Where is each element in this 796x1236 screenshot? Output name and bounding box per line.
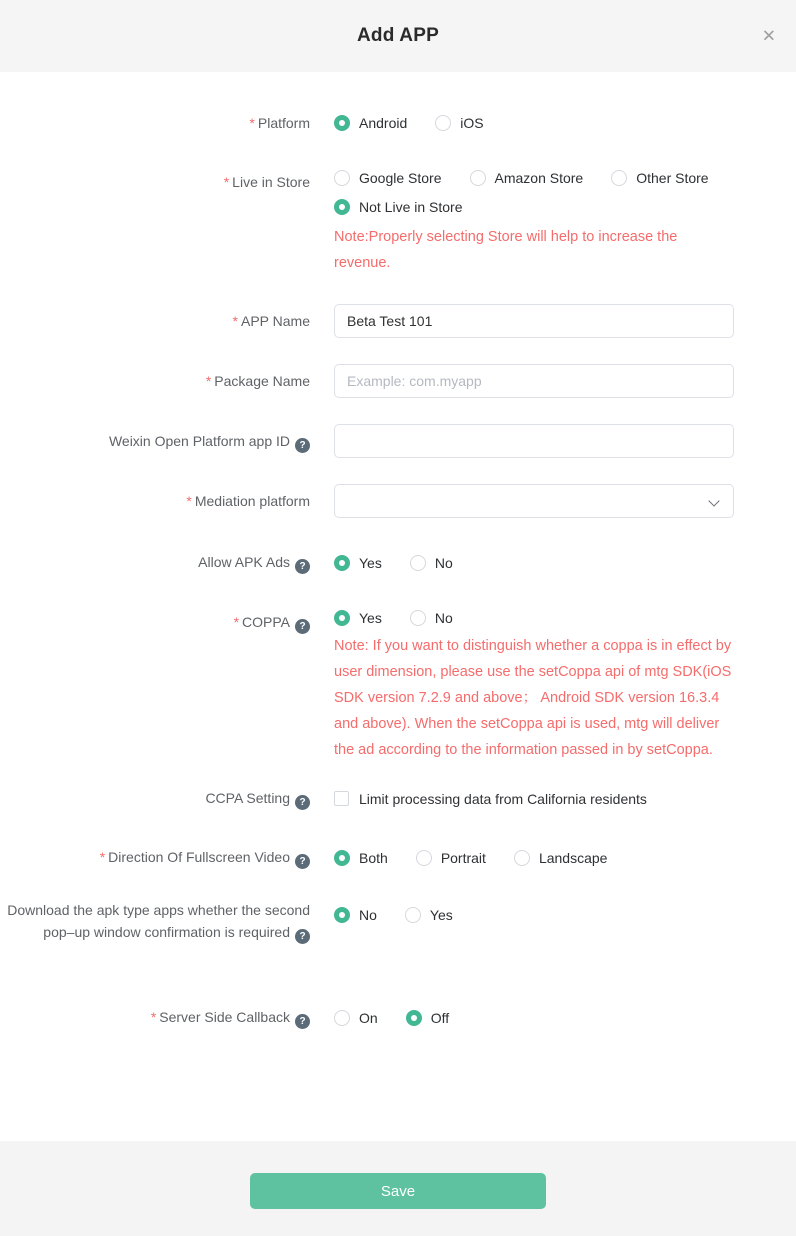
coppa-note: Note: If you want to distinguish whether a coppa is in effect by user dimension, please use the setCoppa api of mtg SDK(iOS SDK version 7.2.9 and above； Android SDK version 16.3.4 and above). When the setCoppa api is used, mtg will deliver the ad according to the information passed in by setCoppa. — [334, 638, 732, 758]
package-name-input[interactable] — [334, 364, 734, 398]
coppa-options — [334, 610, 734, 626]
mediation-platform-label-text: Mediation platform — [194, 493, 310, 509]
coppa-label-text: COPPA — [242, 614, 290, 630]
ccpa-checkbox[interactable] — [334, 791, 349, 806]
store-options-line1 — [334, 170, 734, 186]
radio-label: On — [359, 1009, 378, 1026]
dialog-footer — [0, 1141, 796, 1236]
other-store-option[interactable] — [611, 170, 708, 186]
weixin-app-id-label — [0, 430, 310, 453]
weixin-app-id-input[interactable] — [334, 424, 734, 458]
radio-label: Not Live in Store — [359, 199, 463, 215]
server-callback-label-text: Server Side Callback — [159, 1009, 290, 1025]
not-live-in-store-option[interactable] — [334, 199, 463, 215]
coppa-no-option[interactable] — [410, 610, 453, 626]
mediation-platform-control — [334, 484, 734, 518]
radio-checked-icon[interactable] — [406, 1010, 422, 1026]
required-asterisk: * — [249, 115, 255, 131]
server-callback-off-option[interactable] — [406, 1010, 449, 1026]
apk-confirm-row — [0, 898, 796, 944]
direction-both-option[interactable] — [334, 850, 388, 866]
radio-unchecked-icon[interactable] — [410, 555, 426, 571]
direction-portrait-option[interactable] — [416, 850, 486, 866]
server-callback-options — [334, 1010, 734, 1026]
help-icon[interactable]: ? — [295, 929, 310, 944]
package-name-label-text: Package Name — [214, 373, 310, 389]
radio-unchecked-icon[interactable] — [435, 115, 451, 131]
required-asterisk: * — [186, 493, 192, 509]
allow-apk-ads-no-option[interactable] — [410, 555, 453, 571]
live-in-store-row — [0, 170, 796, 276]
radio-checked-icon[interactable] — [334, 907, 350, 923]
dialog-title: Add APP — [357, 25, 439, 46]
live-in-store-label-text: Live in Store — [232, 174, 310, 190]
radio-label: Yes — [429, 907, 453, 923]
chevron-down-icon — [710, 497, 719, 506]
allow-apk-ads-label — [0, 551, 310, 574]
save-button[interactable]: Save — [250, 1173, 546, 1209]
help-icon[interactable]: ? — [295, 795, 310, 810]
radio-unchecked-icon[interactable] — [514, 850, 530, 866]
weixin-app-id-label-text: Weixin Open Platform app ID — [108, 432, 290, 449]
google-store-option[interactable] — [334, 170, 442, 186]
platform-row — [0, 112, 796, 134]
direction-landscape-option[interactable] — [514, 850, 608, 866]
live-in-store-label — [0, 170, 310, 193]
radio-label: iOS — [460, 115, 484, 131]
app-name-control — [334, 304, 734, 338]
radio-label: No — [359, 907, 377, 923]
radio-label: Android — [359, 115, 408, 131]
radio-checked-icon[interactable] — [334, 555, 350, 571]
coppa-control — [334, 610, 734, 763]
apk-confirm-no-option[interactable] — [334, 907, 377, 923]
server-callback-label — [0, 1006, 310, 1029]
weixin-app-id-control — [334, 424, 734, 458]
direction-options — [334, 850, 734, 866]
radio-label: Off — [430, 1009, 450, 1026]
ccpa-setting-label — [0, 787, 310, 810]
server-callback-row — [0, 1006, 796, 1029]
app-name-label — [0, 310, 310, 332]
dialog-body — [0, 72, 796, 1141]
platform-label-text: Platform — [257, 115, 310, 131]
required-asterisk: * — [233, 614, 240, 630]
radio-unchecked-icon[interactable] — [410, 610, 426, 626]
allow-apk-ads-label-text: Allow APK Ads — [198, 554, 290, 570]
coppa-row — [0, 610, 796, 763]
dialog-header — [0, 0, 796, 72]
allow-apk-ads-options — [334, 555, 734, 571]
help-icon[interactable]: ? — [295, 619, 310, 634]
allow-apk-ads-yes-option[interactable] — [334, 555, 382, 571]
radio-checked-icon[interactable] — [334, 115, 350, 131]
store-note: Note:Properly selecting Store will help to increase the revenue. — [334, 229, 678, 271]
required-asterisk: * — [150, 1009, 157, 1025]
app-name-label-text: APP Name — [241, 313, 310, 329]
coppa-yes-option[interactable] — [334, 610, 382, 626]
app-name-input[interactable] — [334, 304, 734, 338]
radio-unchecked-icon[interactable] — [334, 1010, 350, 1026]
radio-label: Other Store — [636, 170, 709, 186]
apk-confirm-options — [334, 898, 734, 923]
platform-options — [334, 115, 734, 131]
apk-confirm-label-text: Download the apk type apps whether the second pop–up window confirmation is required — [7, 902, 310, 940]
required-asterisk: * — [232, 313, 238, 329]
direction-label-text: Direction Of Fullscreen Video — [108, 849, 290, 865]
weixin-app-id-row — [0, 424, 796, 458]
direction-row — [0, 846, 796, 869]
radio-label: Yes — [359, 554, 382, 571]
mediation-platform-select[interactable] — [334, 484, 734, 518]
help-icon[interactable]: ? — [295, 1014, 310, 1029]
ccpa-checkbox-label: Limit processing data from California residents — [359, 790, 647, 807]
help-icon[interactable]: ? — [295, 854, 310, 869]
help-icon[interactable]: ? — [295, 438, 310, 453]
radio-label: No — [434, 554, 453, 571]
mediation-platform-row — [0, 484, 796, 518]
platform-ios-option[interactable] — [435, 115, 483, 131]
package-name-control — [334, 364, 734, 398]
apk-confirm-yes-option[interactable] — [405, 907, 453, 923]
coppa-label — [0, 610, 310, 634]
live-in-store-options — [334, 170, 734, 276]
radio-unchecked-icon[interactable] — [611, 170, 627, 186]
direction-label — [0, 846, 310, 869]
radio-unchecked-icon[interactable] — [416, 850, 432, 866]
radio-checked-icon[interactable] — [334, 610, 350, 626]
platform-android-option[interactable] — [334, 115, 407, 131]
app-name-row — [0, 304, 796, 338]
radio-label: Amazon Store — [494, 170, 584, 186]
amazon-store-option[interactable] — [470, 170, 584, 186]
platform-label — [0, 112, 310, 134]
package-name-row — [0, 364, 796, 398]
radio-label: No — [434, 610, 453, 626]
ccpa-setting-control — [334, 791, 734, 807]
radio-label: Yes — [359, 610, 382, 626]
ccpa-setting-row — [0, 787, 796, 810]
allow-apk-ads-row — [0, 551, 796, 574]
store-options-line2 — [334, 199, 734, 215]
radio-label: Both — [359, 849, 388, 866]
package-name-label — [0, 370, 310, 392]
radio-unchecked-icon[interactable] — [334, 170, 350, 186]
apk-confirm-label — [0, 898, 310, 944]
required-asterisk: * — [205, 373, 212, 389]
help-icon[interactable]: ? — [295, 559, 310, 574]
radio-label: Portrait — [440, 849, 486, 866]
radio-checked-icon[interactable] — [334, 850, 350, 866]
required-asterisk: * — [99, 849, 106, 865]
radio-label: Google Store — [359, 170, 442, 186]
required-asterisk: * — [223, 174, 230, 190]
server-callback-on-option[interactable] — [334, 1010, 378, 1026]
radio-unchecked-icon[interactable] — [470, 170, 486, 186]
radio-unchecked-icon[interactable] — [405, 907, 421, 923]
ccpa-setting-label-text: CCPA Setting — [205, 790, 290, 806]
close-icon[interactable]: ✕ — [761, 26, 776, 46]
radio-checked-icon[interactable] — [334, 199, 350, 215]
radio-label: Landscape — [538, 849, 608, 866]
mediation-platform-label — [0, 490, 310, 512]
